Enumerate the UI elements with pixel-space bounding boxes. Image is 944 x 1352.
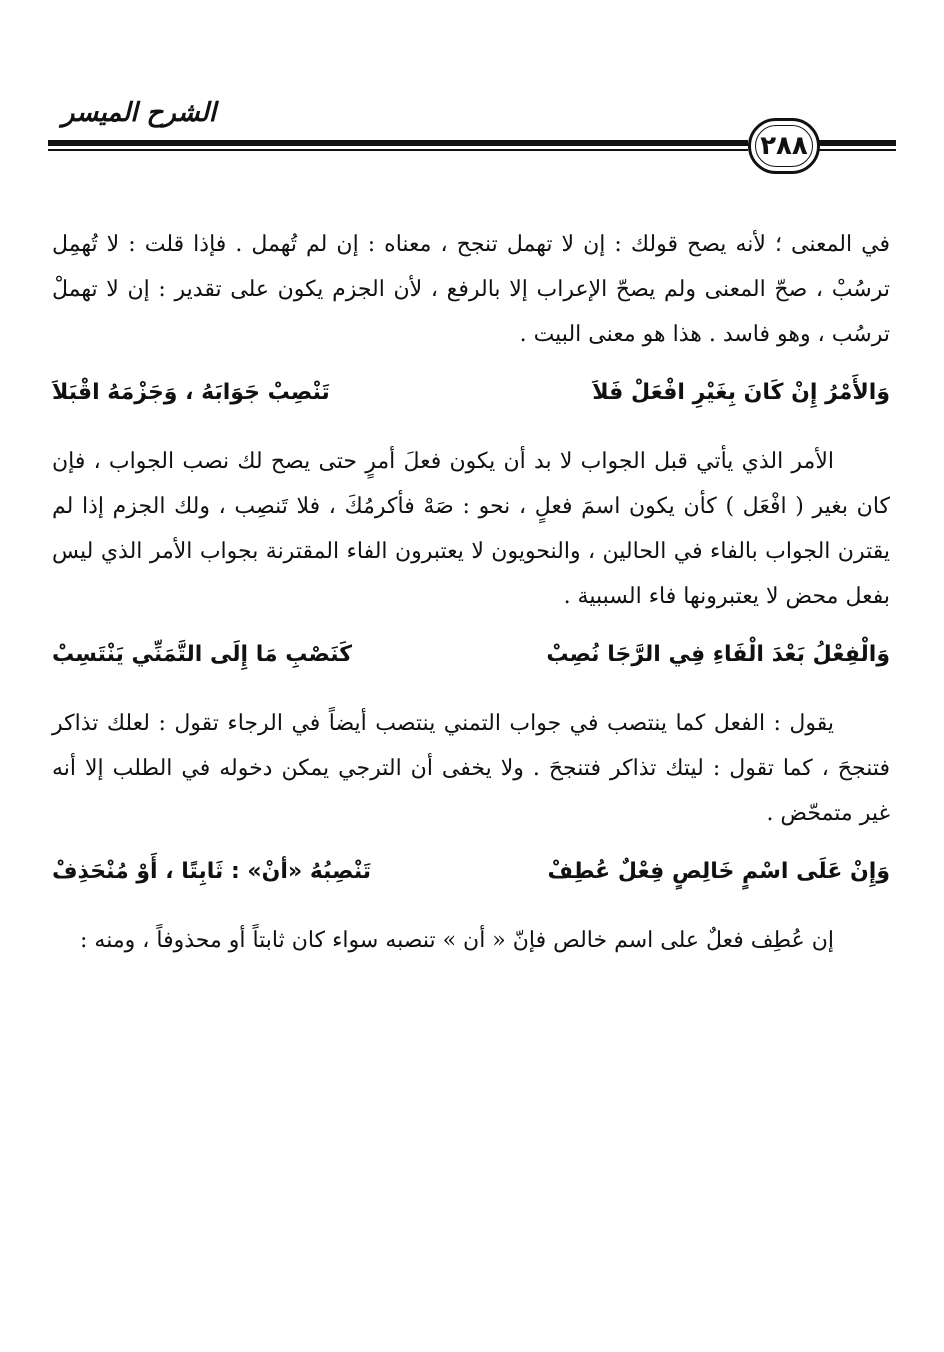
verse-2-second-hemistich: كَنَصْبِ مَا إِلَى التَّمَنِّي يَنْتَسِبْ: [52, 642, 352, 667]
page-body: [52, 222, 890, 963]
verse-1: [52, 365, 890, 421]
spacer: [52, 357, 890, 363]
paragraph-3: يقول : الفعل كما ينتصب في جواب التمني ينتصب أيضاً في الرجاء تقول : لعلك تذاكر فتنجحَ ، كما تقول : ليتك تذاكر فتنجحَ . ولا يخفى أن الترجي يمكن دخوله في الطلب إلا أنه غير متمحّض .: [52, 711, 890, 826]
paragraph-4: إن عُطِف فعلٌ على اسم خالص فإنّ « أن » تنصبه سواء كان ثابتاً أو محذوفاً ، ومنه :: [80, 928, 834, 953]
paragraph-2: الأمر الذي يأتي قبل الجواب لا بد أن يكون فعلَ أمرٍ حتى يصح لك نصب الجواب ، فإن كان بغير ( افْعَل ) كأن يكون اسمَ فعلٍ ، نحو : صَهْ فأكرمُكَ ، فلا تَنصِب ، ولك الجزم إذا لم يقترن الجواب بالفاء في الحالين ، والنحويون لا يعتبرون الفاء المقترنة بجواب الأمر الذي ليس بفعل محض لا يعتبرونها فاء السببية .: [52, 449, 890, 609]
page-number-badge-inner-ring: [755, 125, 813, 167]
header-rule-thin: [48, 149, 748, 151]
verse-3-first-hemistich: وَإِنْ عَلَى اسْمٍ خَالِصٍ فِعْلٌ عُطِفْ: [547, 859, 890, 884]
header-rule-right-thin: [812, 149, 896, 151]
verse-1-second-hemistich: تَنْصِبْ جَوَابَهُ ، وَجَزْمَهُ اقْبَلاَ: [52, 380, 330, 405]
verse-2: [52, 627, 890, 683]
header-rule-thick: [48, 140, 748, 146]
page-number-badge: [748, 118, 820, 174]
page-number: ٢٨٨: [760, 131, 808, 161]
running-title: الشرح الميسر: [61, 98, 216, 128]
paragraph-1: في المعنى ؛ لأنه يصح قولك : إن لا تهمل تنجح ، معناه : إن لم تُهمل . فإذا قلت : لا تُهمِل ترسُبْ ، صحّ المعنى ولم يصحّ الإعراب إلا بالرفع ، لأن الجزم يكون على تقدير : إن لا تهملْ ترسُب ، وهو فاسد . هذا هو معنى البيت .: [52, 232, 890, 347]
spacer: [52, 836, 890, 842]
running-header: [48, 96, 896, 166]
spacer: [52, 619, 890, 625]
header-rule-right-thick: [812, 140, 896, 146]
verse-3: [52, 844, 890, 900]
verse-2-first-hemistich: وَالْفِعْلُ بَعْدَ الْفَاءِ فِي الرَّجَا نُصِبْ: [546, 642, 890, 667]
verse-1-first-hemistich: وَالأَمْرُ إِنْ كَانَ بِغَيْرِ افْعَلْ فَلاَ: [592, 380, 890, 405]
verse-3-second-hemistich: تَنْصِبُهُ «أنْ» : ثَابِتًا ، أَوْ مُنْحَذِفْ: [52, 859, 372, 884]
